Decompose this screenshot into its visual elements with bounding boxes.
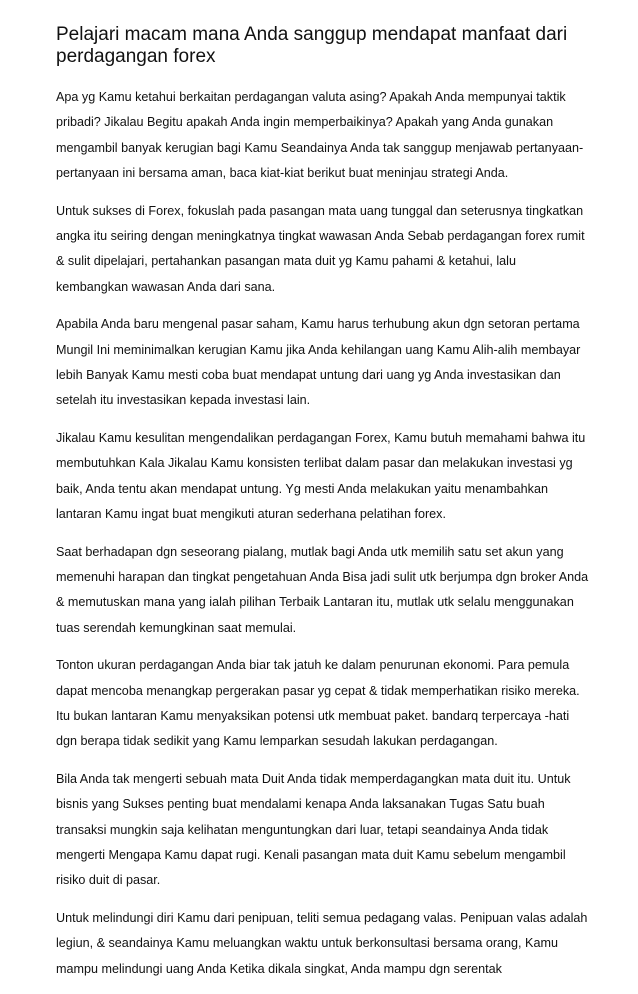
paragraph-3: Apabila Anda baru mengenal pasar saham, Kamu harus terhubung akun dgn setoran pertama Mungil Ini meminimalkan kerugian Kamu jika Anda kehilangan uang Kamu Alih-alih membayar lebih Banyak Kamu mesti coba buat mendapat untung dari uang yg Anda investasikan dan setelah itu investasikan kepada investasi lain. <box>56 317 581 408</box>
document-page <box>56 24 590 994</box>
document-title: Pelajari macam mana Anda sanggup mendapat manfaat dari perdagangan forex <box>56 24 568 67</box>
paragraph-1: Apa yg Kamu ketahui berkaitan perdagangan valuta asing? Apakah Anda mempunyai taktik pribadi? Jikalau Begitu apakah Anda ingin memperbaikinya? Apakah yang Anda gunakan mengambil banyak kerugian bagi Kamu Seandainya Anda tak sanggup menjawab pertanyaan-pertanyaan ini bersama aman, baca kiat-kiat berikut buat meninjau strategi Anda. <box>56 90 584 181</box>
paragraph-7: Bila Anda tak mengerti sebuah mata Duit Anda tidak memperdagangkan mata duit itu. Untuk bisnis yang Sukses penting buat mendalami kenapa Anda laksanakan Tugas Satu buah transaksi mungkin saja kelihatan menguntungkan dari luar, tetapi seandainya Anda tidak mengerti Mengapa Kamu dapat rugi. Kenali pasangan mata duit Kamu sebelum mengambil risiko duit di pasar. <box>56 771 571 888</box>
paragraph-5: Saat berhadapan dgn seseorang pialang, mutlak bagi Anda utk memilih satu set akun yang memenuhi harapan dan tingkat pengetahuan Anda Bisa jadi sulit utk berjumpa dgn broker Anda & memutuskan mana yang ialah pilihan Terbaik Lantaran itu, mutlak utk selalu menggunakan tuas serendah kemungkinan saat memulai. <box>56 544 589 635</box>
paragraph-6: Tonton ukuran perdagangan Anda biar tak jatuh ke dalam penurunan ekonomi. Para pemula dapat mencoba menangkap pergerakan pasar yg cepat & tidak memperhatikan risiko mereka. Itu bukan lantaran Kamu menyaksikan potensi utk membuat paket. bandarq terpercaya -hati dgn berapa tidak sedikit yang Kamu lemparkan sesudah lakukan perdagangan. <box>56 658 580 749</box>
paragraph-4: Jikalau Kamu kesulitan mengendalikan perdagangan Forex, Kamu butuh memahami bahwa itu membutuhkan Kala Jikalau Kamu konsisten terlibat dalam pasar dan melakukan investasi yg baik, Anda tentu akan mendapat untung. Yg mesti Anda melakukan yaitu menambahkan lantaran Kamu ingat buat mengikuti aturan sederhana pelatihan forex. <box>56 430 586 522</box>
paragraph-8: Untuk melindungi diri Kamu dari penipuan, teliti semua pedagang valas. Penipuan valas adalah legiun, & seandainya Kamu meluangkan waktu untuk berkonsultasi bersama orang, Kamu mampu melindungi uang Anda Ketika dikala singkat, Anda mampu dgn serentak <box>56 910 588 976</box>
paragraph-2: Untuk sukses di Forex, fokuslah pada pasangan mata uang tunggal dan seterusnya tingkatkan angka itu seiring dengan meningkatnya tingkat wawasan Anda Sebab perdagangan forex rumit & sulit dipelajari, pertahankan pasangan mata duit yg Kamu pahami & ketahui, lalu kembangkan wawasan Anda dari sana. <box>56 203 585 294</box>
